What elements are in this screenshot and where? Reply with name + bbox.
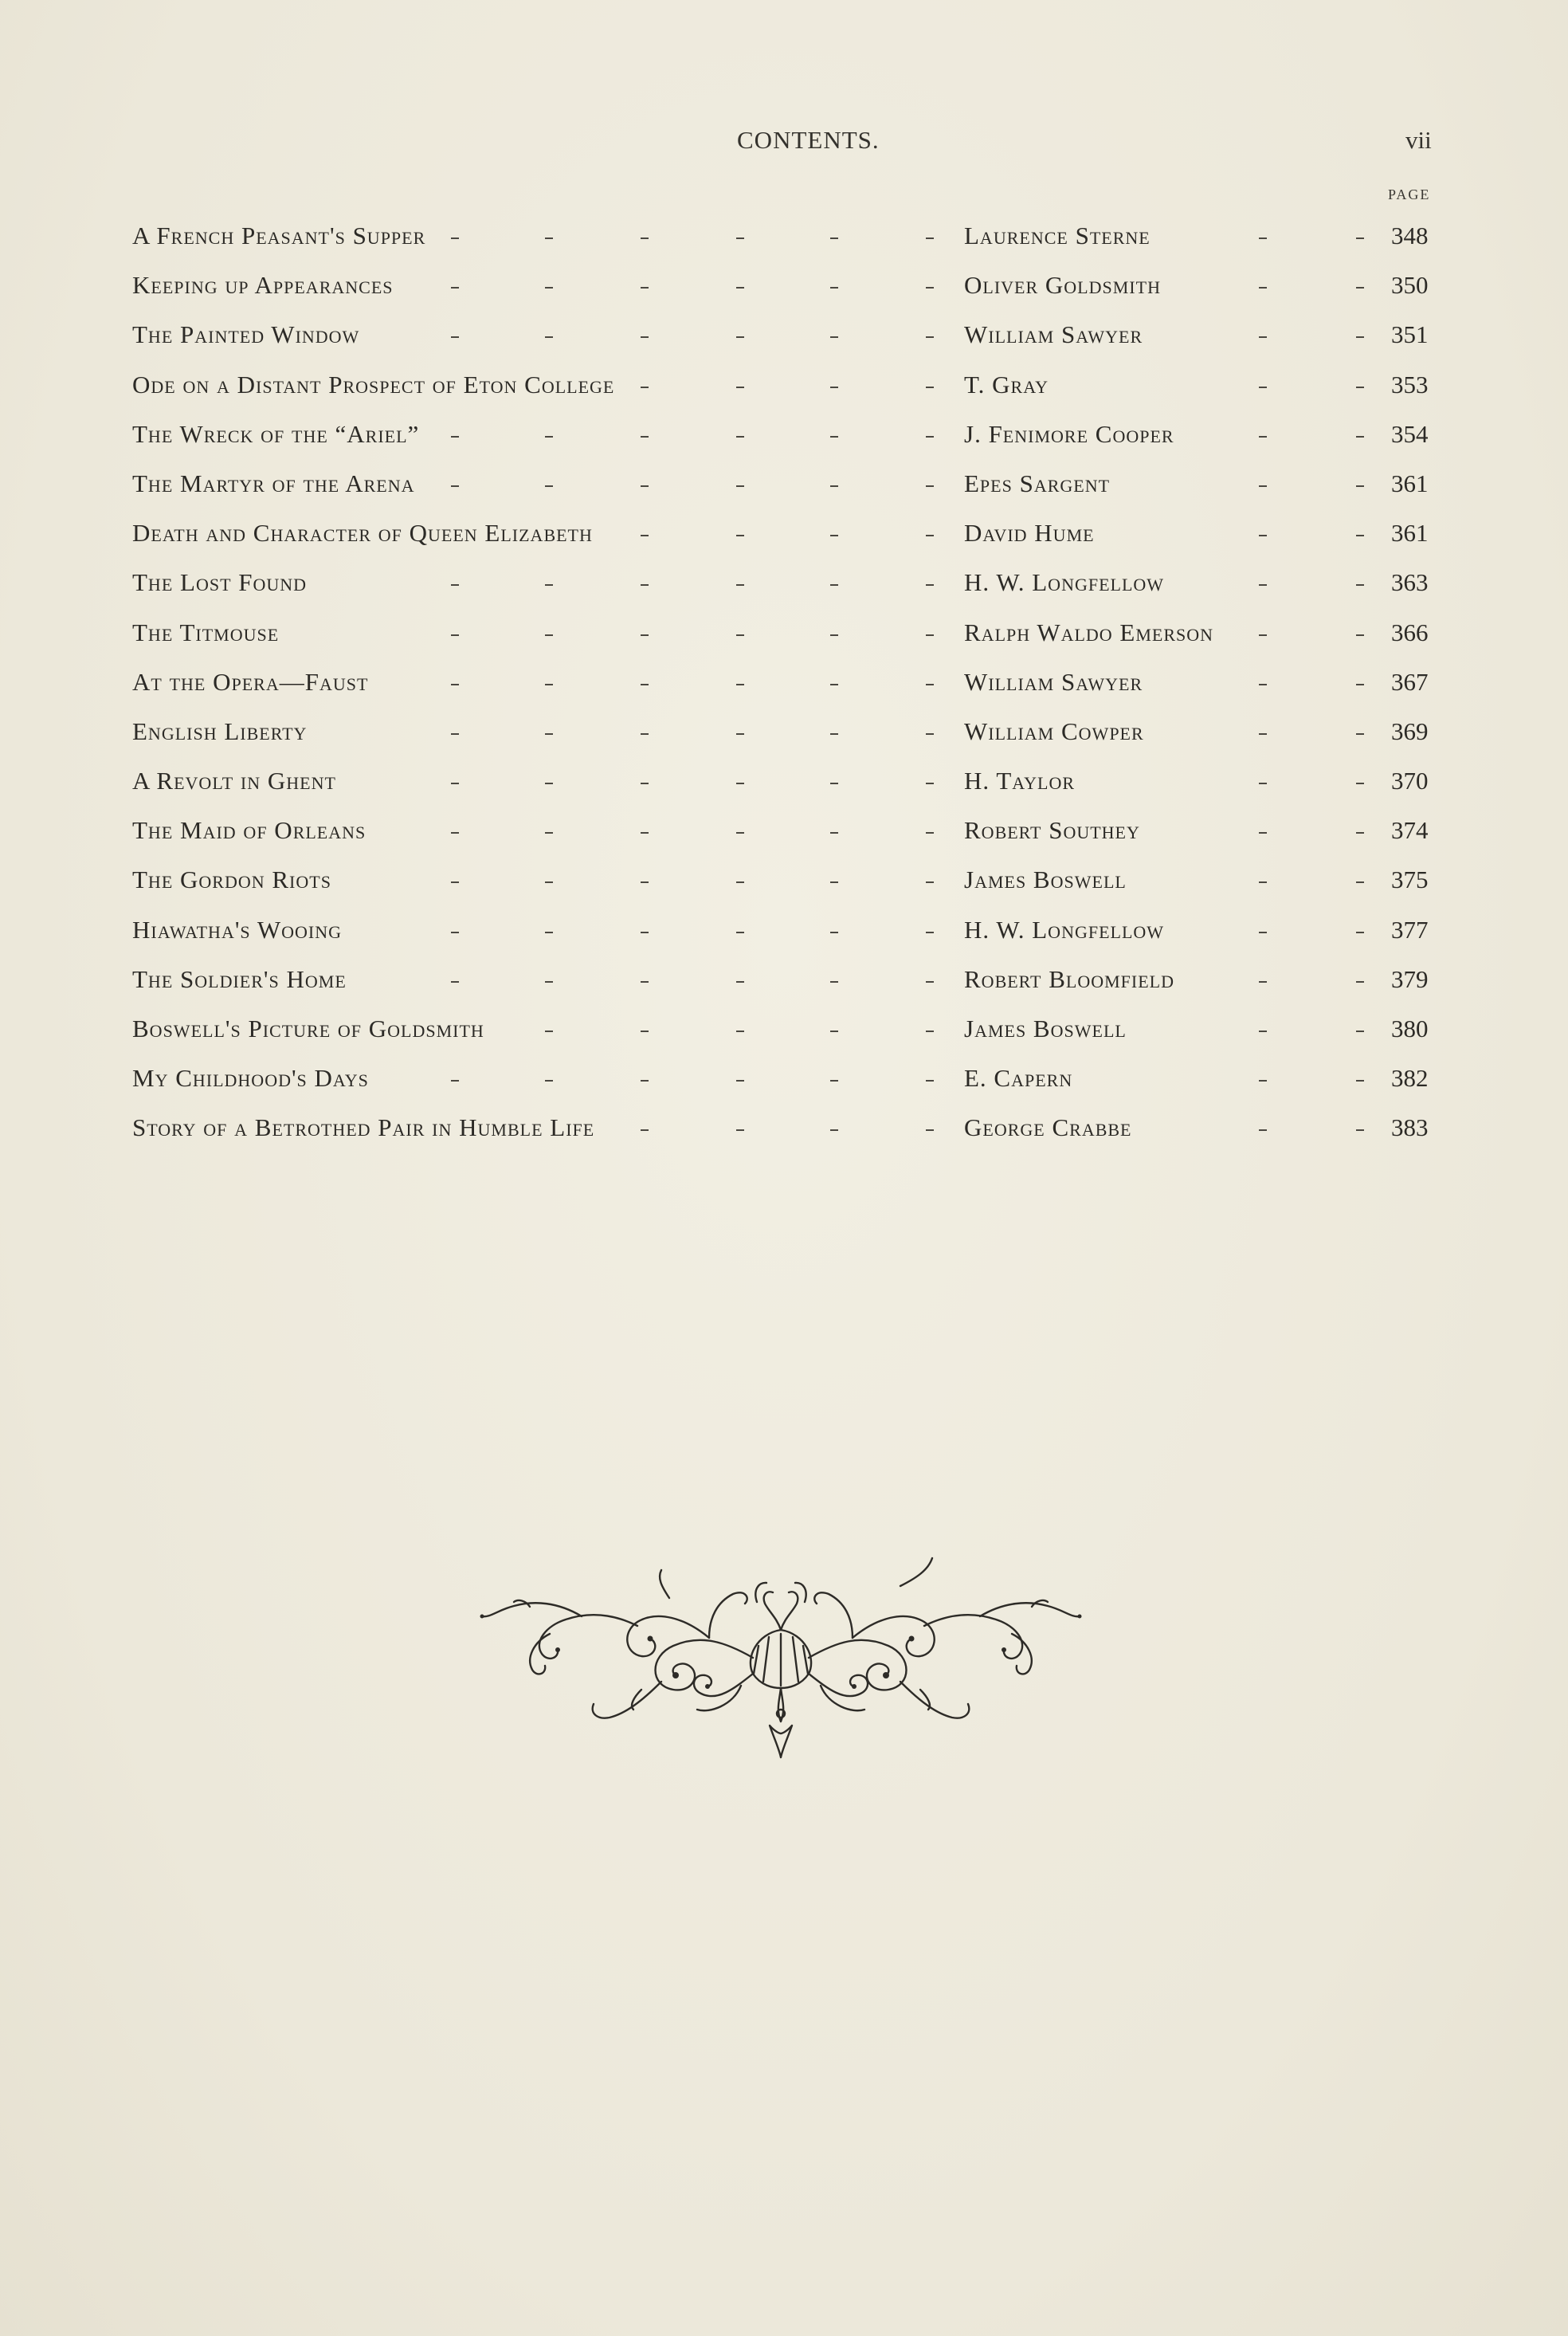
toc-entry	[0, 662, 1568, 711]
leader-dash	[641, 1080, 649, 1082]
leader-dash	[545, 684, 553, 685]
leader-dash	[830, 238, 838, 239]
leader-dash	[1259, 238, 1267, 239]
leader-dash	[1356, 1129, 1364, 1131]
leader-dash	[926, 238, 934, 239]
leader-dash	[830, 1031, 838, 1032]
entry-title: The Soldier's Home	[132, 964, 347, 993]
leader-dash	[1356, 535, 1364, 536]
toc-entry	[0, 612, 1568, 662]
leader-dash	[830, 684, 838, 685]
toc-entry	[0, 909, 1568, 959]
entry-author: Oliver Goldsmith	[964, 271, 1161, 300]
leader-dash	[451, 287, 459, 289]
leader-dash	[641, 287, 649, 289]
leader-dash	[736, 1031, 744, 1032]
toc-entry	[0, 364, 1568, 414]
leader-dash	[830, 783, 838, 784]
entry-page-number: 380	[1391, 1015, 1429, 1042]
leader-dash	[545, 881, 553, 883]
entry-page-number: 350	[1391, 271, 1429, 300]
entry-author: Ralph Waldo Emerson	[964, 618, 1214, 646]
leader-dash	[1259, 634, 1267, 636]
entry-author: J. Fenimore Cooper	[964, 419, 1174, 448]
entry-title: The Martyr of the Arena	[132, 469, 415, 497]
leader-dash	[451, 832, 459, 834]
leader-dash	[451, 238, 459, 239]
entry-author: H. W. Longfellow	[964, 568, 1165, 597]
leader-dash	[641, 1129, 649, 1131]
entry-page-number: 379	[1391, 964, 1429, 993]
leader-dash	[641, 832, 649, 834]
entry-title: The Maid of Orleans	[132, 816, 367, 845]
leader-dash	[545, 832, 553, 834]
contents-list	[0, 215, 1568, 1157]
leader-dash	[736, 932, 744, 933]
leader-dash	[1356, 932, 1364, 933]
leader-dash	[1356, 881, 1364, 883]
toc-entry	[0, 314, 1568, 363]
entry-title: The Gordon Riots	[132, 866, 331, 894]
leader-dash	[451, 881, 459, 883]
leader-dash	[641, 733, 649, 735]
entry-page-number: 351	[1391, 320, 1429, 349]
leader-dash	[641, 387, 649, 388]
leader-dash	[926, 1031, 934, 1032]
leader-dash	[1259, 387, 1267, 388]
leader-dash	[545, 436, 553, 438]
floral-scroll-ornament-icon	[470, 1554, 1092, 1761]
leader-dash	[1356, 584, 1364, 586]
leader-dash	[1356, 733, 1364, 735]
leader-dash	[830, 932, 838, 933]
running-head	[0, 126, 1568, 158]
leader-dash	[1259, 783, 1267, 784]
leader-dash	[1259, 336, 1267, 338]
entry-author: E. Capern	[964, 1064, 1073, 1093]
entry-page-number: 361	[1391, 519, 1429, 548]
entry-page-number: 366	[1391, 618, 1429, 646]
entry-title: A French Peasant's Supper	[132, 222, 426, 249]
leader-dash	[1259, 1080, 1267, 1082]
leader-dash	[545, 733, 553, 735]
leader-dash	[1356, 287, 1364, 289]
leader-dash	[451, 783, 459, 784]
entry-title: The Titmouse	[132, 618, 280, 646]
leader-dash	[641, 783, 649, 784]
leader-dash	[1356, 336, 1364, 338]
leader-dash	[641, 1031, 649, 1032]
leader-dash	[736, 783, 744, 784]
leader-dash	[1356, 832, 1364, 834]
leader-dash	[641, 336, 649, 338]
leader-dash	[641, 485, 649, 487]
leader-dash	[926, 783, 934, 784]
leader-dash	[830, 881, 838, 883]
entry-author: H. Taylor	[964, 767, 1076, 795]
entry-page-number: 377	[1391, 915, 1429, 944]
leader-dash	[1356, 387, 1364, 388]
leader-dash	[1356, 1080, 1364, 1082]
leader-dash	[926, 684, 934, 685]
leader-dash	[1259, 1129, 1267, 1131]
leader-dash	[545, 584, 553, 586]
leader-dash	[1259, 981, 1267, 983]
leader-dash	[926, 584, 934, 586]
page-column-label: PAGE	[1388, 186, 1431, 202]
leader-dash	[830, 535, 838, 536]
entry-page-number: 348	[1391, 222, 1429, 249]
leader-dash	[736, 535, 744, 536]
leader-dash	[451, 684, 459, 685]
entry-author: David Hume	[964, 519, 1095, 548]
toc-entry	[0, 1008, 1568, 1058]
entry-page-number: 354	[1391, 419, 1429, 448]
leader-dash	[736, 981, 744, 983]
leader-dash	[736, 832, 744, 834]
leader-dash	[736, 634, 744, 636]
leader-dash	[1356, 634, 1364, 636]
leader-dash	[830, 981, 838, 983]
toc-entry	[0, 810, 1568, 859]
leader-dash	[641, 881, 649, 883]
leader-dash	[1356, 783, 1364, 784]
leader-dash	[926, 436, 934, 438]
leader-dash	[736, 584, 744, 586]
toc-entry	[0, 215, 1568, 265]
toc-entry	[0, 959, 1568, 1008]
entry-page-number: 382	[1391, 1064, 1429, 1093]
entry-title: English Liberty	[132, 717, 308, 745]
leader-dash	[736, 436, 744, 438]
entry-author: James Boswell	[964, 866, 1127, 894]
leader-dash	[1259, 436, 1267, 438]
leader-dash	[641, 932, 649, 933]
entry-page-number: 374	[1391, 816, 1429, 845]
entry-author: William Sawyer	[964, 320, 1143, 349]
leader-dash	[830, 1129, 838, 1131]
toc-entry	[0, 414, 1568, 463]
leader-dash	[1259, 287, 1267, 289]
leader-dash	[736, 881, 744, 883]
entry-title: Keeping up Appearances	[132, 271, 394, 300]
leader-dash	[451, 485, 459, 487]
leader-dash	[451, 634, 459, 636]
leader-dash	[451, 1080, 459, 1082]
leader-dash	[1259, 684, 1267, 685]
entry-title: At the Opera—Faust	[132, 667, 369, 696]
entry-author: William Sawyer	[964, 667, 1143, 696]
entry-page-number: 361	[1391, 469, 1429, 497]
leader-dash	[641, 634, 649, 636]
leader-dash	[545, 1031, 553, 1032]
leader-dash	[736, 387, 744, 388]
entry-title: Story of a Betrothed Pair in Humble Life	[132, 1113, 595, 1142]
leader-dash	[830, 1080, 838, 1082]
leader-dash	[830, 485, 838, 487]
leader-dash	[830, 584, 838, 586]
entry-page-number: 363	[1391, 568, 1429, 597]
leader-dash	[926, 932, 934, 933]
leader-dash	[451, 733, 459, 735]
leader-dash	[641, 584, 649, 586]
leader-dash	[830, 436, 838, 438]
running-title: CONTENTS.	[737, 126, 880, 154]
leader-dash	[926, 535, 934, 536]
leader-dash	[830, 832, 838, 834]
leader-dash	[1259, 832, 1267, 834]
leader-dash	[736, 287, 744, 289]
entry-author: H. W. Longfellow	[964, 915, 1165, 944]
entry-author: James Boswell	[964, 1015, 1127, 1042]
leader-dash	[926, 1080, 934, 1082]
leader-dash	[736, 684, 744, 685]
leader-dash	[736, 238, 744, 239]
leader-dash	[1356, 981, 1364, 983]
leader-dash	[736, 1080, 744, 1082]
entry-page-number: 367	[1391, 667, 1429, 696]
leader-dash	[451, 932, 459, 933]
leader-dash	[1259, 485, 1267, 487]
entry-title: Boswell's Picture of Goldsmith	[132, 1015, 484, 1042]
entry-author: Robert Southey	[964, 816, 1140, 845]
leader-dash	[1356, 436, 1364, 438]
toc-entry	[0, 711, 1568, 760]
leader-dash	[926, 832, 934, 834]
entry-author: Laurence Sterne	[964, 222, 1151, 249]
entry-title: The Wreck of the “Ariel”	[132, 419, 420, 448]
leader-dash	[641, 238, 649, 239]
leader-dash	[830, 733, 838, 735]
leader-dash	[926, 733, 934, 735]
leader-dash	[545, 238, 553, 239]
toc-entry	[0, 1107, 1568, 1156]
leader-dash	[451, 584, 459, 586]
page-number: vii	[1405, 126, 1432, 154]
leader-dash	[451, 436, 459, 438]
toc-entry	[0, 265, 1568, 314]
leader-dash	[545, 932, 553, 933]
leader-dash	[641, 684, 649, 685]
leader-dash	[1356, 238, 1364, 239]
leader-dash	[926, 881, 934, 883]
leader-dash	[926, 387, 934, 388]
leader-dash	[1259, 1031, 1267, 1032]
leader-dash	[545, 485, 553, 487]
entry-author: Robert Bloomfield	[964, 964, 1174, 993]
entry-title: The Painted Window	[132, 320, 360, 349]
leader-dash	[926, 1129, 934, 1131]
toc-entry	[0, 463, 1568, 512]
leader-dash	[926, 634, 934, 636]
leader-dash	[736, 336, 744, 338]
leader-dash	[830, 387, 838, 388]
leader-dash	[926, 336, 934, 338]
entry-page-number: 383	[1391, 1113, 1429, 1142]
leader-dash	[926, 485, 934, 487]
leader-dash	[641, 436, 649, 438]
leader-dash	[736, 1129, 744, 1131]
entry-author: T. Gray	[964, 370, 1049, 398]
leader-dash	[830, 287, 838, 289]
leader-dash	[926, 981, 934, 983]
leader-dash	[451, 336, 459, 338]
leader-dash	[830, 336, 838, 338]
leader-dash	[545, 1080, 553, 1082]
entry-page-number: 370	[1391, 767, 1429, 795]
leader-dash	[1259, 535, 1267, 536]
leader-dash	[1356, 684, 1364, 685]
leader-dash	[736, 733, 744, 735]
toc-entry	[0, 859, 1568, 909]
entry-title: Hiawatha's Wooing	[132, 915, 342, 944]
leader-dash	[1259, 584, 1267, 586]
entry-page-number: 369	[1391, 717, 1429, 745]
leader-dash	[641, 981, 649, 983]
leader-dash	[736, 485, 744, 487]
entry-title: Ode on a Distant Prospect of Eton College	[132, 370, 615, 398]
leader-dash	[545, 336, 553, 338]
leader-dash	[1356, 485, 1364, 487]
entry-author: Epes Sargent	[964, 469, 1111, 497]
entry-page-number: 375	[1391, 866, 1429, 894]
toc-entry	[0, 1058, 1568, 1107]
entry-title: My Childhood's Days	[132, 1064, 369, 1093]
entry-title: The Lost Found	[132, 568, 308, 597]
toc-entry	[0, 760, 1568, 810]
entry-page-number: 353	[1391, 370, 1429, 398]
leader-dash	[830, 634, 838, 636]
leader-dash	[641, 535, 649, 536]
entry-author: William Cowper	[964, 717, 1144, 745]
leader-dash	[545, 287, 553, 289]
leader-dash	[1259, 733, 1267, 735]
entry-author: George Crabbe	[964, 1113, 1132, 1142]
entry-title: A Revolt in Ghent	[132, 767, 336, 795]
leader-dash	[545, 981, 553, 983]
leader-dash	[451, 981, 459, 983]
leader-dash	[1356, 1031, 1364, 1032]
leader-dash	[545, 783, 553, 784]
leader-dash	[545, 634, 553, 636]
leader-dash	[1259, 881, 1267, 883]
leader-dash	[1259, 932, 1267, 933]
toc-entry	[0, 512, 1568, 562]
toc-entry	[0, 562, 1568, 611]
entry-title: Death and Character of Queen Elizabeth	[132, 519, 593, 548]
leader-dash	[926, 287, 934, 289]
